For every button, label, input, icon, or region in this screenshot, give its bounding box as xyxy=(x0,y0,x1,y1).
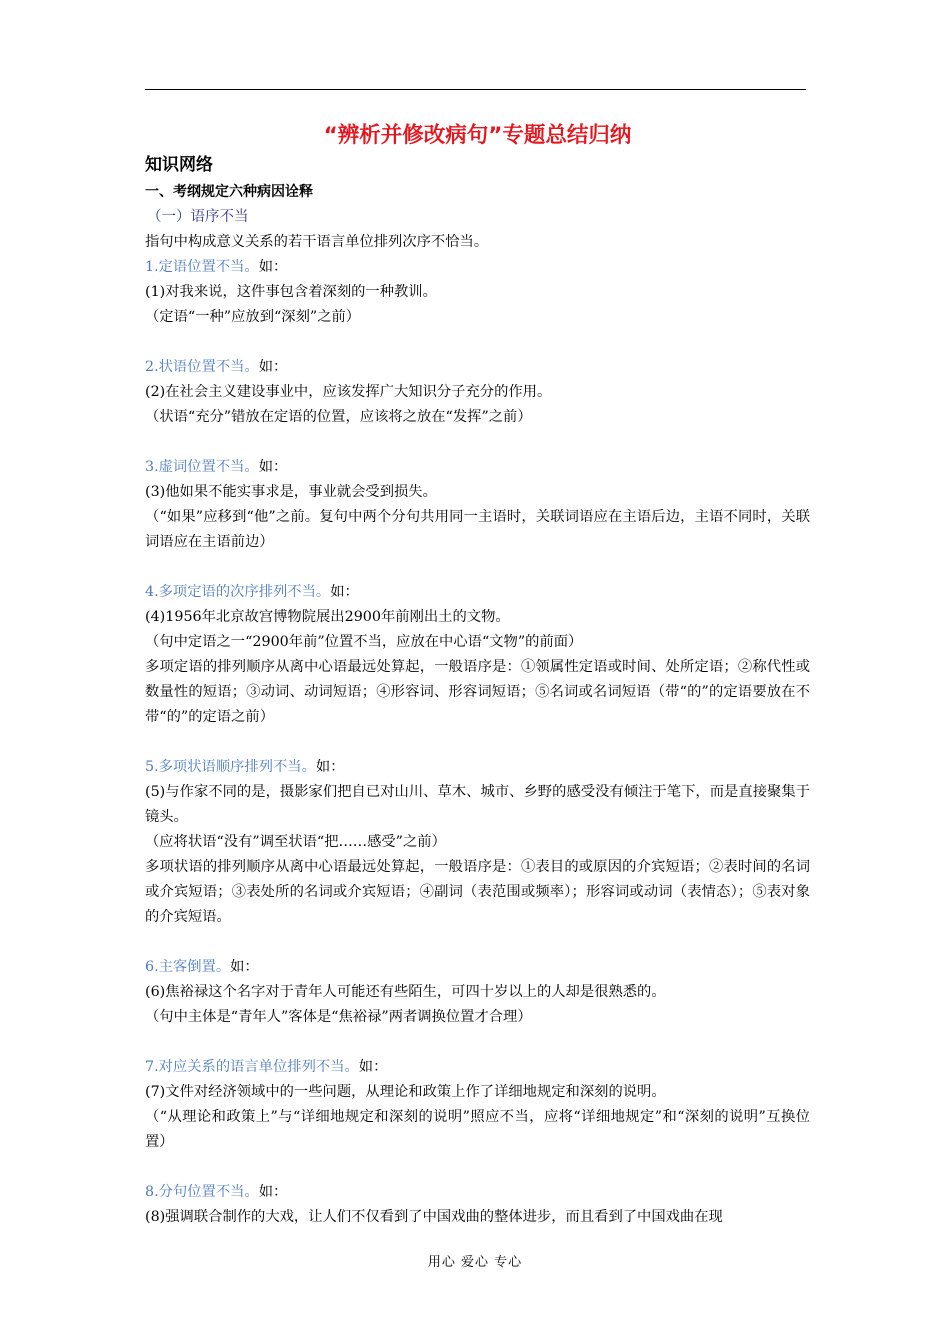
item-heading xyxy=(145,1055,810,1080)
explanation-note: （句中定语之一“2900年前”位置不当，应放在中心语“文物”的前面） xyxy=(145,634,583,650)
item-heading xyxy=(145,355,810,380)
explanation-note: （句中主体是“青年人”客体是“焦裕禄”两者调换位置才合理） xyxy=(145,1009,532,1025)
item-label: 3.虚词位置不当。 xyxy=(145,459,259,475)
document-body xyxy=(145,118,810,1230)
page-title: “辨析并修改病句”专题总结归纳 xyxy=(323,123,632,148)
example-sentence: (1)对我来说，这件事包含着深刻的一种教训。 xyxy=(145,284,437,300)
item-heading xyxy=(145,1180,810,1205)
intro-text: 指句中构成意义关系的若干语言单位排列次序不恰当。 xyxy=(145,234,489,250)
item-suffix: 如： xyxy=(315,759,345,775)
explanation-note: （定语“一种”应放到“深刻”之前） xyxy=(145,309,361,325)
example-sentence: (7)文件对经济领域中的一些问题，从理论和政策上作了详细地规定和深刻的说明。 xyxy=(145,1084,666,1100)
example-sentence: (5)与作家不同的是，摄影家们把自已对山川、草木、城市、乡野的感受没有倾注于笔下，而是直接聚集于镜头。 xyxy=(145,784,810,825)
example-sentence: (3)他如果不能实事求是，事业就会受到损失。 xyxy=(145,484,437,500)
example-sentence: (2)在社会主义建设事业中，应该发挥广大知识分子充分的作用。 xyxy=(145,384,552,400)
item-label: 5.多项状语顺序排列不当。 xyxy=(145,759,316,775)
explanation-note: （“如果”应移到“他”之前。复句中两个分句共用同一主语时，关联词语应在主语后边，主语不同时，关联词语应在主语前边） xyxy=(145,509,810,550)
example-sentence: (4)1956年北京故宫博物院展出2900年前刚出土的文物。 xyxy=(145,609,510,625)
item-label: 2.状语位置不当。 xyxy=(145,359,259,375)
item-suffix: 如： xyxy=(258,459,288,475)
item-suffix: 如： xyxy=(258,1184,288,1200)
example-sentence: (6)焦裕禄这个名字对于青年人可能还有些陌生，可四十岁以上的人却是很熟悉的。 xyxy=(145,984,666,1000)
item-heading xyxy=(145,955,810,980)
rule-explanation: 多项定语的排列顺序从离中心语最远处算起，一般语序是：①领属性定语或时间、处所定语；②称代性或数量性的短语；③动词、动词短语；④形容词、形容词短语；⑤名词或名词短语（带“的”的定语要放在不带“的”的定语之前） xyxy=(145,659,810,725)
item-heading xyxy=(145,580,810,605)
item-heading xyxy=(145,255,810,280)
item-suffix: 如： xyxy=(230,959,259,975)
item-suffix: 如： xyxy=(258,259,288,275)
item-label: 6.主客倒置。 xyxy=(145,959,231,975)
explanation-note: （状语“充分”错放在定语的位置，应该将之放在“发挥”之前） xyxy=(145,409,532,425)
explanation-note: （“从理论和政策上”与“详细地规定和深刻的说明”照应不当，应将“详细地规定”和“深刻的说明”互换位置） xyxy=(145,1109,810,1150)
explanation-note: （应将状语“没有”调至状语“把……感受”之前） xyxy=(145,834,446,850)
part-heading: 一、考纲规定六种病因诠释 xyxy=(145,184,313,200)
item-suffix: 如： xyxy=(358,1059,388,1075)
item-suffix: 如： xyxy=(258,359,288,375)
item-suffix: 如： xyxy=(330,584,359,600)
item-heading xyxy=(145,455,810,480)
rule-explanation: 多项状语的排列顺序从离中心语最远处算起，一般语序是：①表目的或原因的介宾短语；②表时间的名词或介宾短语；③表处所的名词或介宾短语；④副词（表范围或频率）；形容词或动词（表情态）；⑤表对象的介宾短语。 xyxy=(145,859,810,925)
item-heading xyxy=(145,755,810,780)
section-heading: 知识网络 xyxy=(145,155,213,175)
header-rule xyxy=(145,89,806,90)
item-label: 8.分句位置不当。 xyxy=(145,1184,259,1200)
sub-heading: （一）语序不当 xyxy=(147,209,249,225)
page-footer: 用心 爱心 专心 xyxy=(427,1255,523,1270)
item-label: 4.多项定语的次序排列不当。 xyxy=(145,584,331,600)
item-label: 1.定语位置不当。 xyxy=(145,259,259,275)
item-label: 7.对应关系的语言单位排列不当。 xyxy=(145,1059,359,1075)
example-sentence: (8)强调联合制作的大戏，让人们不仅看到了中国戏曲的整体进步，而且看到了中国戏曲在现 xyxy=(145,1209,723,1225)
